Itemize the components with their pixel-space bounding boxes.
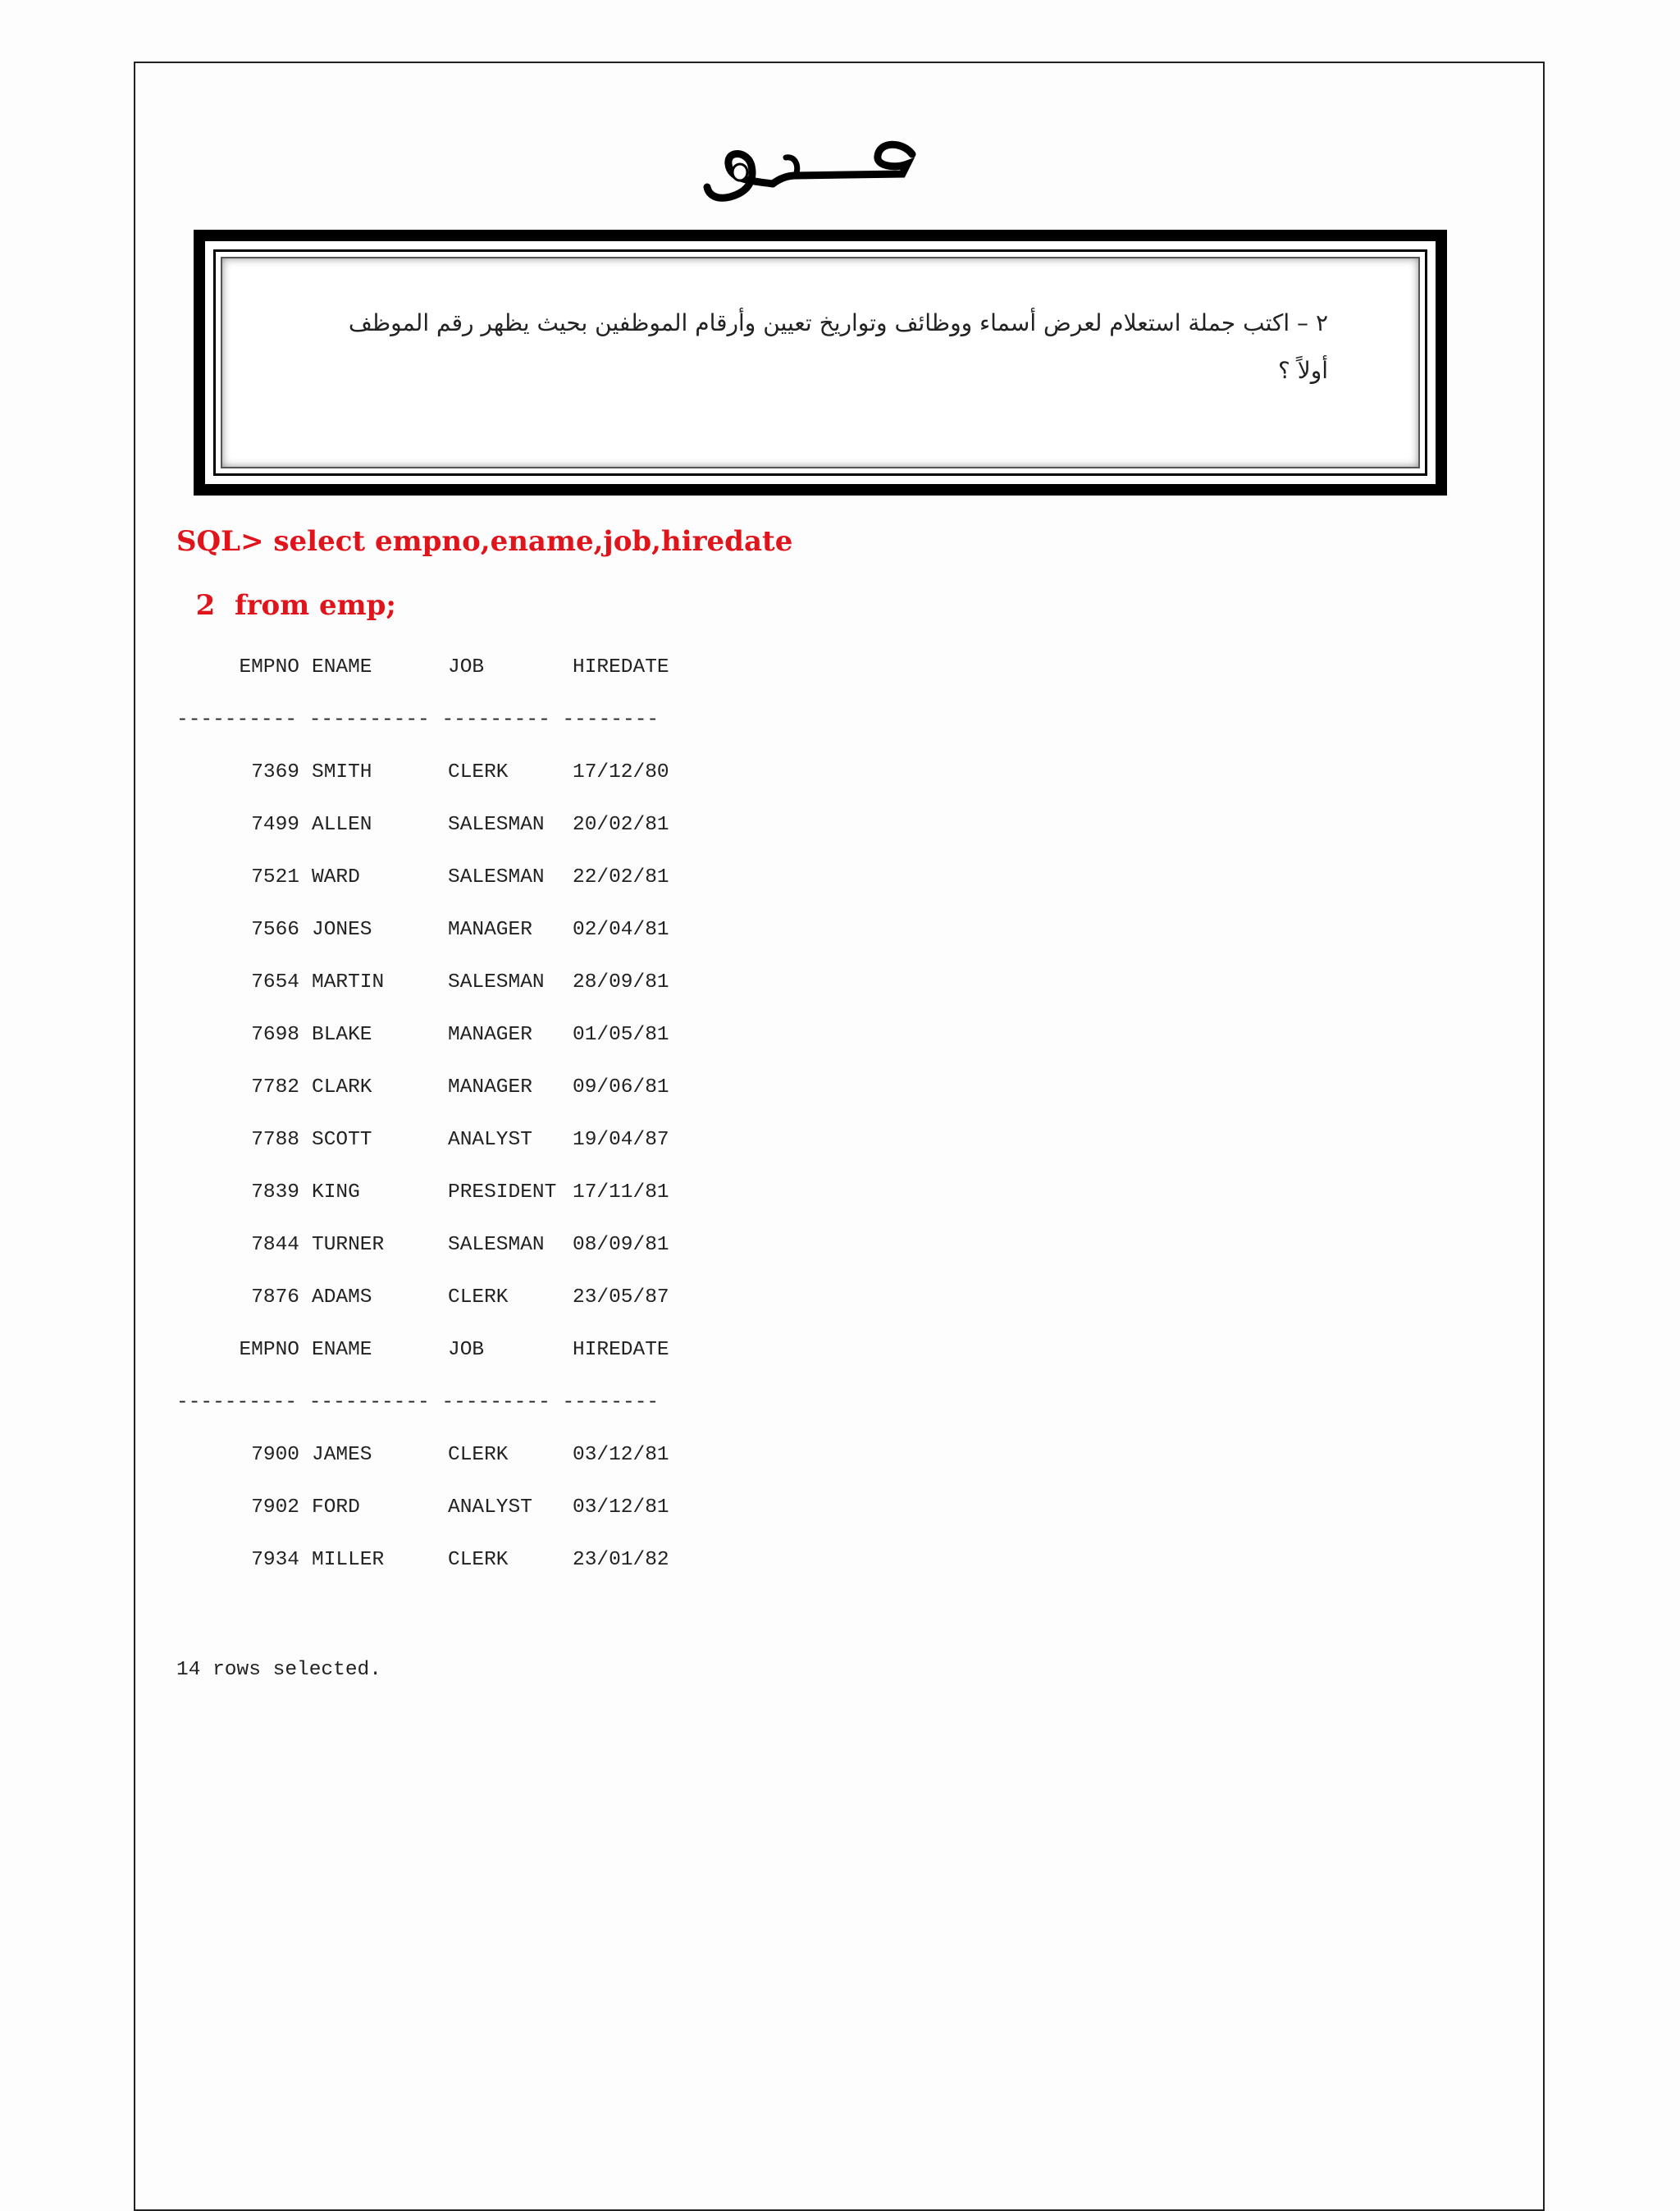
row-hiredate: 20/02/81 [573,814,669,836]
table-separator-1: ---------- ---------- --------- -------- [176,709,660,731]
table-row [176,919,669,952]
table-row [176,1024,669,1057]
row-empno: 7369 [251,761,299,783]
table-row [176,761,669,794]
rows-selected-text: 14 rows selected. [176,1659,381,1681]
row-hiredate: 01/05/81 [573,1024,669,1046]
row-ename: CLARK [312,1076,372,1099]
question-line-2: أولاً ؟ [1277,357,1328,384]
row-hiredate: 03/12/81 [573,1496,669,1519]
row-ename: MARTIN [312,971,385,994]
row-job: ANALYST [448,1496,532,1519]
table-row [176,1444,669,1477]
table-row [176,866,669,899]
row-ename: ADAMS [312,1286,372,1309]
header-empno: EMPNO [239,656,299,678]
header-hiredate: HIREDATE [573,656,669,678]
row-job: MANAGER [448,1024,532,1046]
row-empno: 7839 [251,1181,299,1204]
row-hiredate: 02/04/81 [573,919,669,941]
header-job: JOB [448,656,485,678]
row-ename: BLAKE [312,1024,372,1046]
row-hiredate: 17/11/81 [573,1181,669,1204]
row-hiredate: 19/04/87 [573,1129,669,1151]
row-empno: 7566 [251,919,299,941]
row-hiredate: 09/06/81 [573,1076,669,1099]
row-job: CLERK [448,1286,509,1309]
table-row [176,1181,669,1214]
row-job: SALESMAN [448,814,545,836]
row-job: MANAGER [448,1076,532,1099]
row-ename: JAMES [312,1444,372,1466]
row-job: SALESMAN [448,866,545,889]
solution-heading-text [697,131,927,205]
row-empno: 7788 [251,1129,299,1151]
row-ename: WARD [312,866,360,889]
question-box [194,230,1447,496]
row-job: CLERK [448,1444,509,1466]
row-hiredate: 17/12/80 [573,761,669,783]
sql-command-line-2: 2 from emp; [176,589,396,622]
row-job: PRESIDENT [448,1181,557,1204]
row-empno: 7902 [251,1496,299,1519]
row-empno: 7876 [251,1286,299,1309]
header-hiredate: HIREDATE [573,1339,669,1361]
row-hiredate: 23/05/87 [573,1286,669,1309]
row-job: CLERK [448,1549,509,1571]
header-empno: EMPNO [239,1339,299,1361]
question-text [245,299,1328,395]
sql-command-line-1: SQL> select empno,ename,job,hiredate [176,525,793,558]
row-empno: 7698 [251,1024,299,1046]
row-ename: MILLER [312,1549,385,1571]
table-row [176,814,669,847]
row-hiredate: 22/02/81 [573,866,669,889]
table-row [176,1549,669,1582]
row-empno: 7934 [251,1549,299,1571]
table-row [176,1234,669,1267]
header-ename: ENAME [312,1339,372,1361]
row-ename: SMITH [312,761,372,783]
row-empno: 7654 [251,971,299,994]
table-row [176,1496,669,1529]
row-ename: JONES [312,919,372,941]
table-row [176,971,669,1004]
solution-heading [697,131,927,205]
row-hiredate: 03/12/81 [573,1444,669,1466]
table-header-1 [176,656,669,689]
row-job: SALESMAN [448,971,545,994]
header-ename: ENAME [312,656,372,678]
header-job: JOB [448,1339,485,1361]
row-ename: ALLEN [312,814,372,836]
row-ename: TURNER [312,1234,385,1256]
table-row [176,1286,669,1319]
row-job: SALESMAN [448,1234,545,1256]
row-empno: 7900 [251,1444,299,1466]
row-empno: 7499 [251,814,299,836]
row-job: ANALYST [448,1129,532,1151]
question-line-1: ٢ – اكتب جملة استعلام لعرض أسماء ووظائف وتواريخ تعيين وأرقام الموظفين بحيث يظهر رقم الموظف [348,309,1328,336]
row-ename: SCOTT [312,1129,372,1151]
row-ename: FORD [312,1496,360,1519]
row-hiredate: 28/09/81 [573,971,669,994]
row-hiredate: 08/09/81 [573,1234,669,1256]
table-row [176,1076,669,1109]
row-ename: KING [312,1181,360,1204]
row-empno: 7844 [251,1234,299,1256]
table-row [176,1129,669,1162]
row-empno: 7782 [251,1076,299,1099]
row-job: CLERK [448,761,509,783]
row-empno: 7521 [251,866,299,889]
row-job: MANAGER [448,919,532,941]
row-hiredate: 23/01/82 [573,1549,669,1571]
table-header-2 [176,1339,669,1372]
table-separator-2: ---------- ---------- --------- -------- [176,1391,660,1414]
